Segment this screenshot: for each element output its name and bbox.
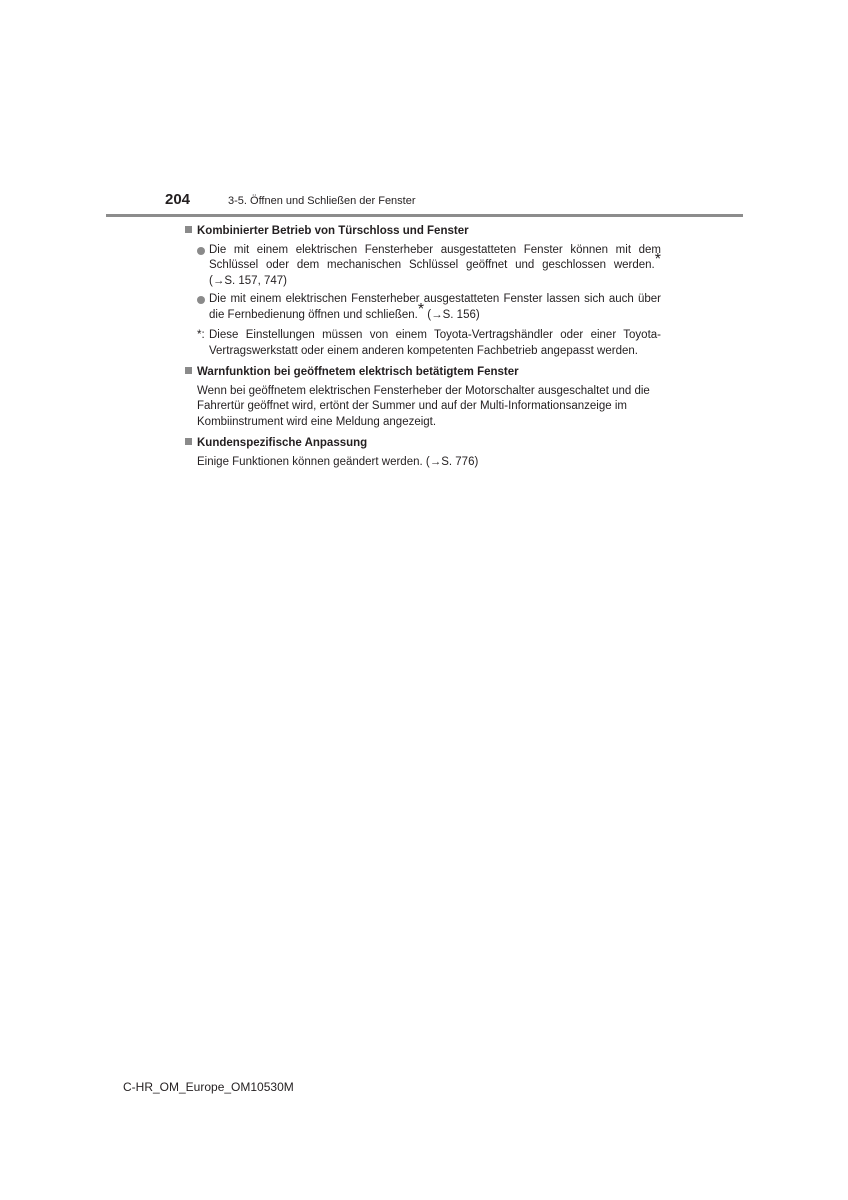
header-divider: [106, 214, 743, 217]
page-reference: (→S. 156): [427, 308, 480, 321]
footnote-mark: *:: [197, 329, 205, 341]
section-body-text: Wenn bei geöffnetem elektrischen Fensterheber der Motorschalter ausgeschaltet und die Fahrertür geöffnet wird, ertönt der Summer und auf der Multi-Informationsanzeige im Kombiinstrument wird eine Meldung angezeigt.: [197, 384, 650, 428]
bullet-text: Die mit einem elektrischen Fensterheber ausgestatteten Fenster können mit dem Schlüssel oder dem mechanischen Schlüssel geöffnet und geschlossen werden.: [209, 243, 661, 271]
page-reference: (→S. 157, 747): [209, 274, 287, 287]
footnote-text: Diese Einstellungen müssen von einem Toyota-Vertragshändler oder einer Toyota-Vertragswerkstatt oder einem anderen kompetenten Fachbetrieb angepasst werden.: [209, 329, 661, 357]
page-content: [185, 224, 661, 470]
square-bullet-icon: [185, 226, 192, 233]
section-heading-door-lock: [185, 224, 661, 240]
list-item: [197, 292, 661, 323]
footnote-marker: *: [417, 300, 425, 318]
bullet-text: Die mit einem elektrischen Fensterheber ausgestatteten Fenster lassen sich auch über die Fernbedienung öffnen und schließen.: [209, 293, 661, 321]
section-heading-text: Warnfunktion bei geöffnetem elektrisch betätigtem Fenster: [197, 366, 519, 378]
list-item: [197, 243, 661, 290]
square-bullet-icon: [185, 367, 192, 374]
section-heading-text: Kombinierter Betrieb von Türschloss und Fenster: [197, 225, 469, 237]
section-body-text: Einige Funktionen können geändert werden. (→S. 776): [197, 455, 479, 468]
section-heading-warning: [185, 365, 661, 381]
footnote: [197, 328, 661, 359]
square-bullet-icon: [185, 438, 192, 445]
page-number: 204: [165, 191, 191, 208]
circle-bullet-icon: [197, 296, 205, 304]
document-code: C-HR_OM_Europe_OM10530M: [123, 1080, 294, 1094]
circle-bullet-icon: [197, 247, 205, 255]
footnote-marker: *: [654, 251, 661, 268]
section-heading-text: Kundenspezifische Anpassung: [197, 437, 368, 449]
section-heading-customization: [185, 436, 661, 452]
chapter-title: 3-5. Öffnen und Schließen der Fenster: [228, 195, 416, 207]
